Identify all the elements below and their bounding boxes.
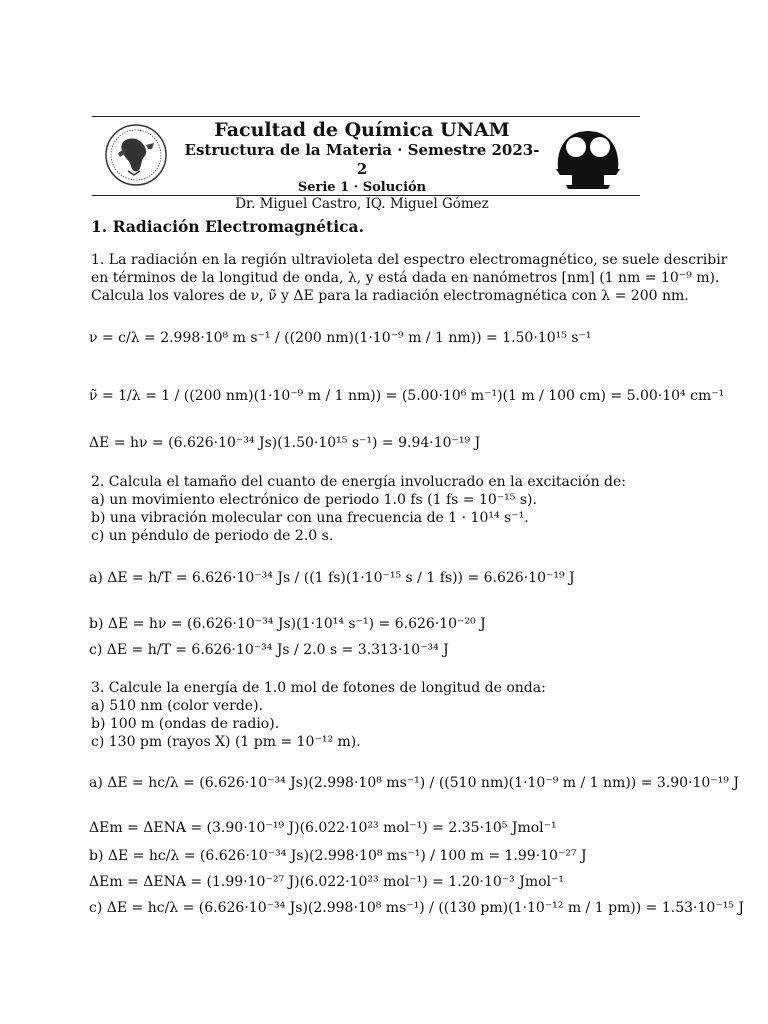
section-title: 1. Radiación Electromagnética. (91, 217, 364, 236)
problem3-line2: a) 510 nm (color verde). (91, 698, 263, 714)
problem3-eq-b-molar: ΔEm = ΔENA = (1.99·10⁻²⁷ J)(6.022·10²³ mol⁻¹) = 1.20·10⁻³ Jmol⁻¹ (89, 874, 565, 890)
problem1-eq-energy: ΔE = hν = (6.626·10⁻³⁴ Js)(1.50·10¹⁵ s⁻¹) = 9.94·10⁻¹⁹ J (89, 435, 481, 451)
owl-logo (554, 125, 622, 191)
problem3-eq-a: a) ΔE = hc/λ = (6.626·10⁻³⁴ Js)(2.998·10⁸ ms⁻¹) / ((510 nm)(1·10⁻⁹ m / 1 nm)) = 3.90·10⁻¹⁹ J (89, 775, 739, 791)
unam-seal-logo (104, 123, 168, 187)
problem3-line3: b) 100 m (ondas de radio). (91, 716, 280, 732)
header-authors: Dr. Miguel Castro, IQ. Miguel Gómez (235, 196, 489, 212)
problem1-line1: 1. La radiación en la región ultravioleta del espectro electromagnético, se suele describir (91, 252, 728, 268)
header-serie: Serie 1 · Solución (297, 180, 427, 195)
problem3-line1: 3. Calcule la energía de 1.0 mol de fotones de longitud de onda: (91, 680, 546, 696)
problem2-eq-a: a) ΔE = h/T = 6.626·10⁻³⁴ Js / ((1 fs)(1·10⁻¹⁵ s / 1 fs)) = 6.626·10⁻¹⁹ J (89, 570, 575, 586)
problem1-eq-frequency: ν = c/λ = 2.998·10⁸ m s⁻¹ / ((200 nm)(1·10⁻⁹ m / 1 nm)) = 1.50·10¹⁵ s⁻¹ (89, 330, 592, 346)
header-title: Facultad de Química UNAM (214, 119, 510, 141)
problem1-line2: en términos de la longitud de onda, λ, y está dada en nanómetros [nm] (1 nm = 10⁻⁹ m). (91, 270, 720, 286)
problem3-eq-c: c) ΔE = hc/λ = (6.626·10⁻³⁴ Js)(2.998·10⁸ ms⁻¹) / ((130 pm)(1·10⁻¹² m / 1 pm)) = 1.53·10⁻¹⁵ J (89, 900, 744, 916)
problem3-eq-b: b) ΔE = hc/λ = (6.626·10⁻³⁴ Js)(2.998·10⁸ ms⁻¹) / 100 m = 1.99·10⁻²⁷ J (89, 848, 587, 864)
header-subtitle: Estructura de la Materia · Semestre 2023-2 (184, 141, 540, 178)
problem2-line4: c) un péndulo de periodo de 2.0 s. (91, 528, 334, 544)
problem3-eq-a-molar: ΔEm = ΔENA = (3.90·10⁻¹⁹ J)(6.022·10²³ mol⁻¹) = 2.35·10⁵ Jmol⁻¹ (89, 820, 557, 836)
header-text (182, 119, 542, 213)
problem1-line3: Calcula los valores de ν, ν̃ y ΔE para la radiación electromagnética con λ = 200 nm. (91, 288, 689, 304)
problem2-line3: b) una vibración molecular con una frecuencia de 1 · 10¹⁴ s⁻¹. (91, 510, 529, 526)
problem2-line1: 2. Calcula el tamaño del cuanto de energía involucrado en la excitación de: (91, 474, 627, 490)
problem1-eq-wavenumber: ν̃ = 1/λ = 1 / ((200 nm)(1·10⁻⁹ m / 1 nm)) = (5.00·10⁶ m⁻¹)(1 m / 100 cm) = 5.00·10⁴ cm⁻¹ (89, 388, 725, 404)
problem2-eq-b: b) ΔE = hν = (6.626·10⁻³⁴ Js)(1·10¹⁴ s⁻¹) = 6.626·10⁻²⁰ J (89, 616, 486, 632)
problem2-line2: a) un movimiento electrónico de periodo 1.0 fs (1 fs = 10⁻¹⁵ s). (91, 492, 537, 508)
document-header (92, 116, 640, 212)
problem3-line4: c) 130 pm (rayos X) (1 pm = 10⁻¹² m). (91, 734, 361, 750)
problem2-eq-c: c) ΔE = h/T = 6.626·10⁻³⁴ Js / 2.0 s = 3.313·10⁻³⁴ J (89, 642, 449, 658)
